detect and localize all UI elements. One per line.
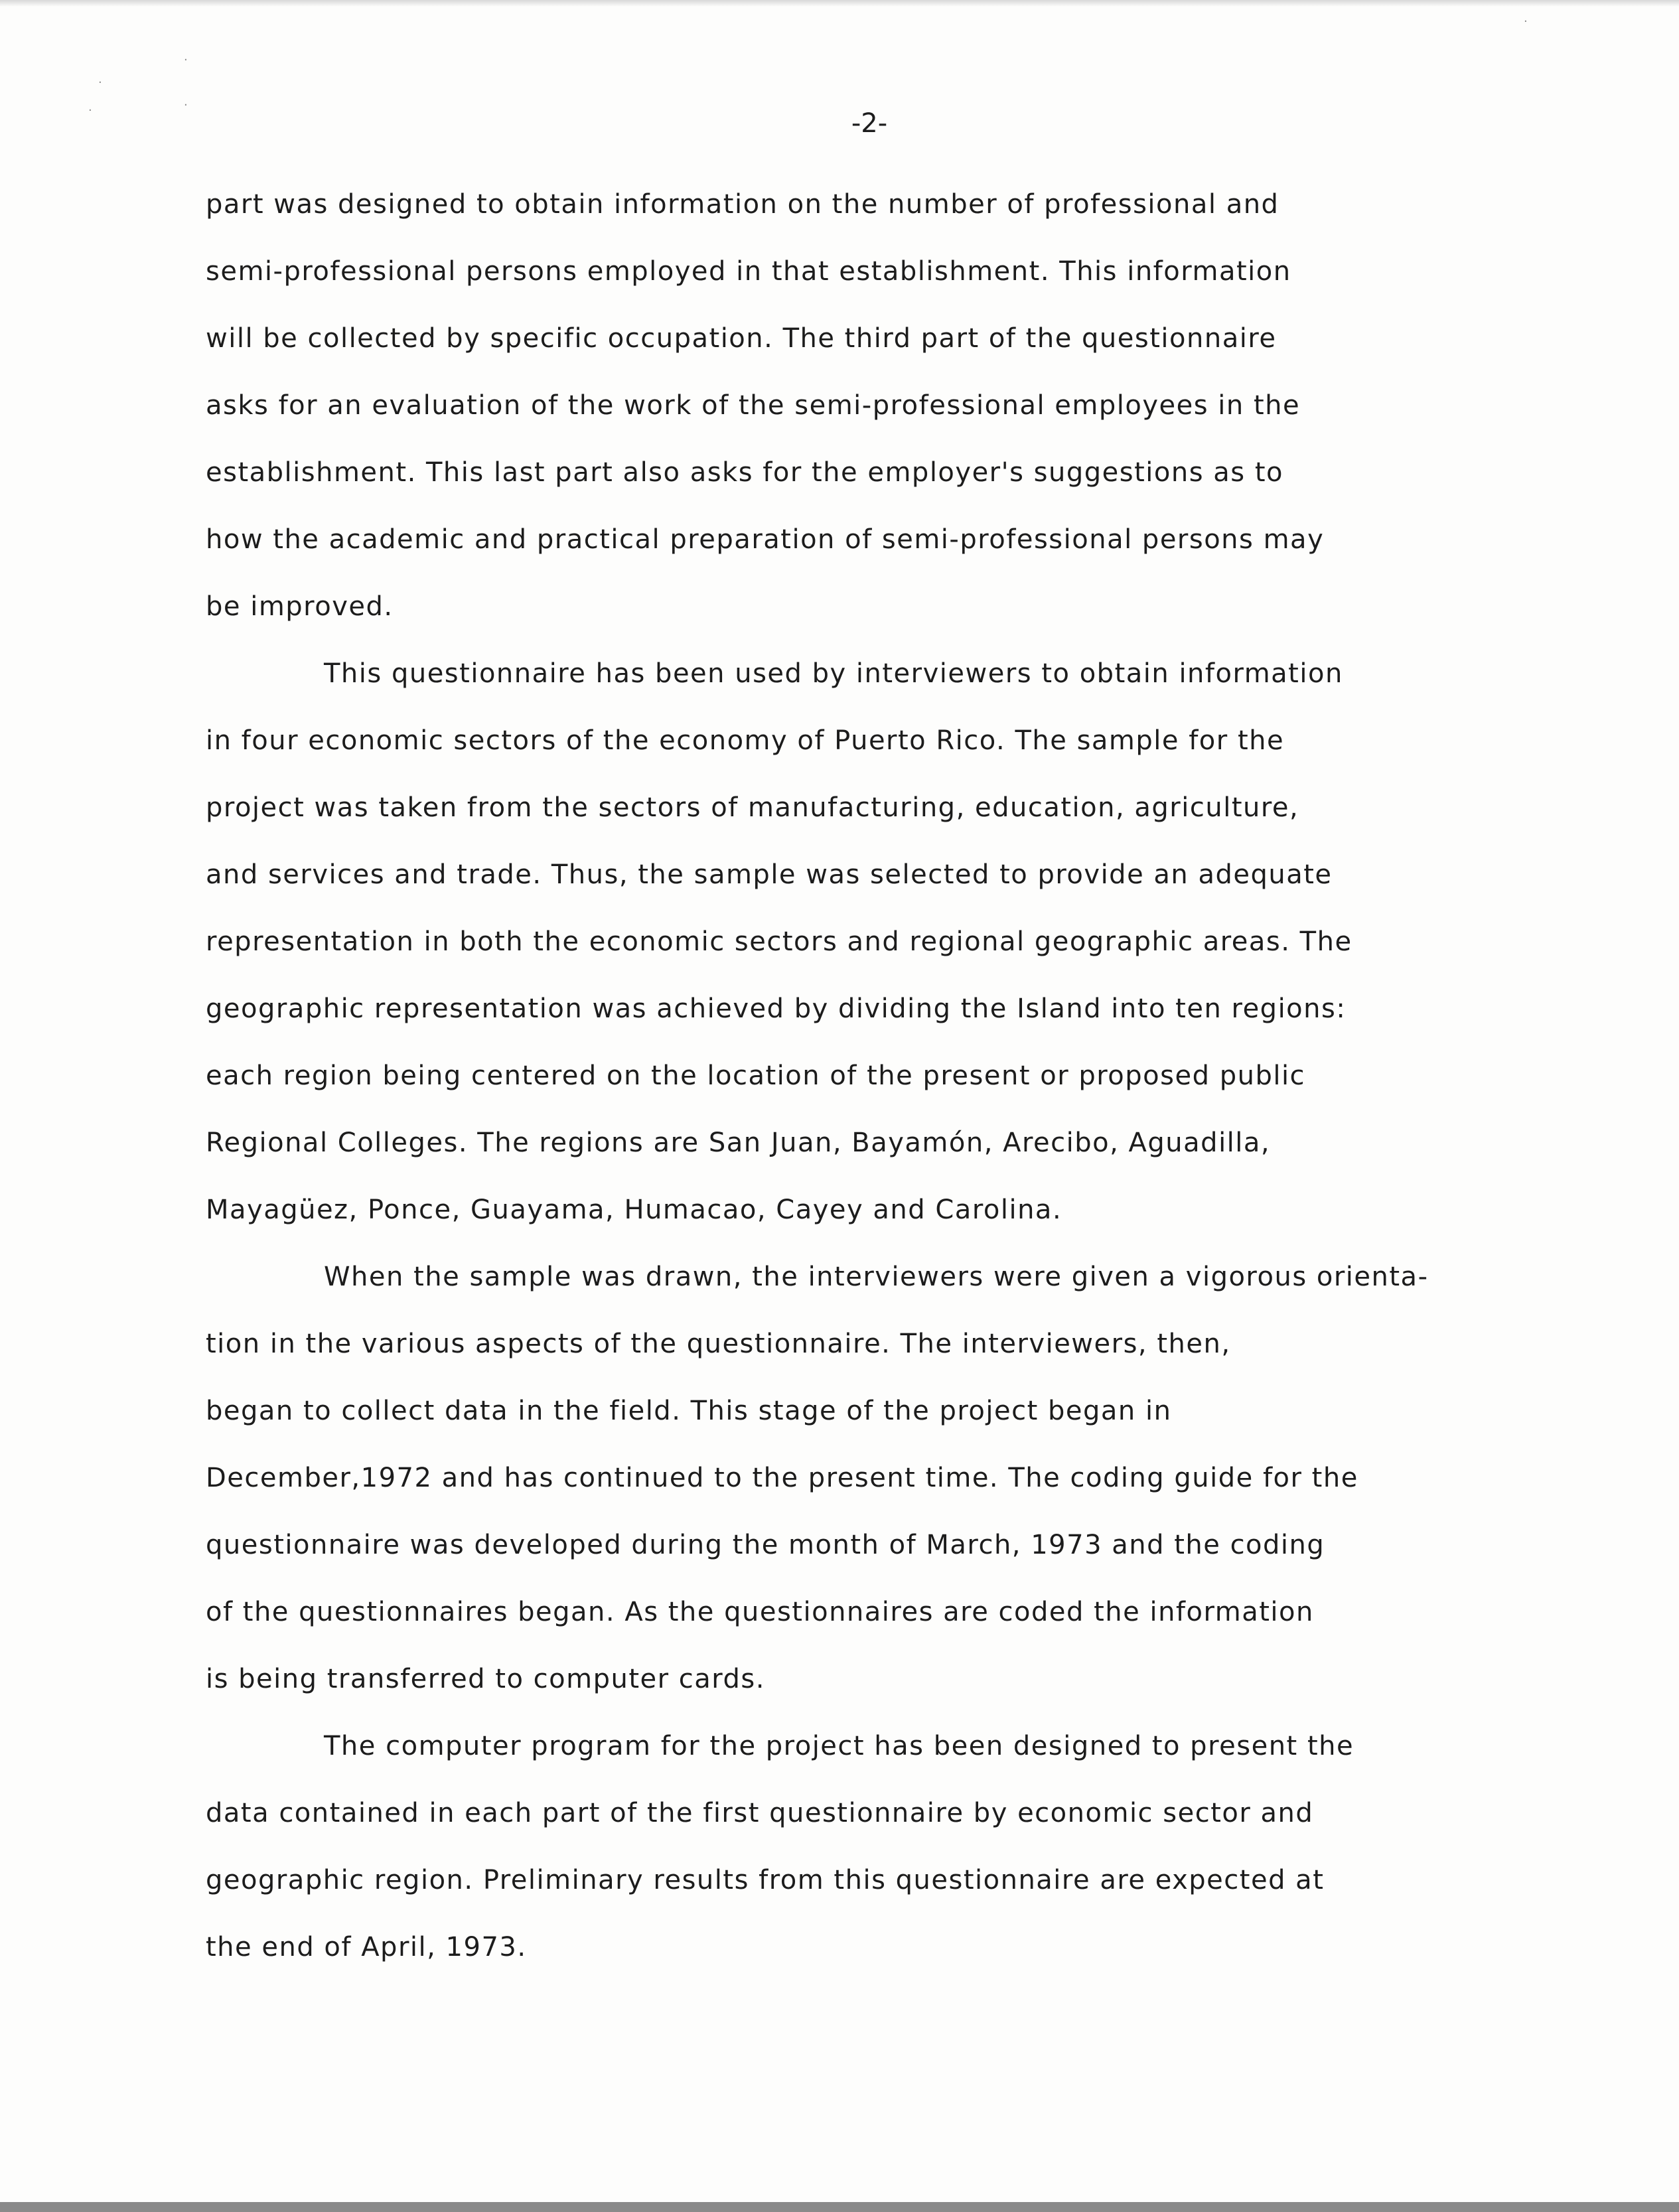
scan-bottom-edge [0, 2202, 1679, 2212]
scan-speck: · [88, 104, 92, 117]
text-line: establishment. This last part also asks for the employer's suggestions as to [206, 457, 1283, 488]
paragraph [206, 171, 1560, 640]
text-line: project was taken from the sectors of manufacturing, education, agriculture, [206, 792, 1299, 823]
paragraph [206, 640, 1560, 1244]
text-line: began to collect data in the field. This stage of the project began in [206, 1396, 1172, 1426]
body-text [206, 171, 1560, 1981]
text-line: data contained in each part of the first questionnaire by economic sector and [206, 1798, 1314, 1828]
scan-speck: · [1524, 15, 1528, 29]
scan-speck: · [98, 76, 102, 90]
text-line: representation in both the economic sectors and regional geographic areas. The [206, 926, 1352, 957]
text-line: geographic representation was achieved by dividing the Island into ten regions: [206, 994, 1347, 1024]
text-line: Regional Colleges. The regions are San Juan, Bayamón, Arecibo, Aguadilla, [206, 1128, 1271, 1158]
text-line: When the sample was drawn, the interviewers were given a vigorous orienta- [324, 1262, 1429, 1292]
text-line: be improved. [206, 591, 394, 622]
text-line: December,1972 and has continued to the present time. The coding guide for the [206, 1463, 1358, 1493]
text-line: asks for an evaluation of the work of the semi-professional employees in the [206, 390, 1301, 421]
text-line: questionnaire was developed during the month of March, 1973 and the coding [206, 1530, 1325, 1560]
page-number: -2- [851, 108, 888, 139]
text-line: This questionnaire has been used by interviewers to obtain information [324, 658, 1343, 689]
scan-speck: · [184, 53, 188, 67]
text-line: of the questionnaires began. As the questionnaires are coded the information [206, 1597, 1314, 1627]
text-line: is being transferred to computer cards. [206, 1664, 765, 1694]
text-line: Mayagüez, Ponce, Guayama, Humacao, Cayey and Carolina. [206, 1195, 1062, 1225]
text-line: how the academic and practical preparation of semi-professional persons may [206, 524, 1325, 555]
text-line: in four economic sectors of the economy of Puerto Rico. The sample for the [206, 725, 1285, 756]
paragraph [206, 1244, 1560, 1713]
text-line: and services and trade. Thus, the sample was selected to provide an adequate [206, 859, 1333, 890]
text-line: The computer program for the project has been designed to present the [324, 1731, 1354, 1761]
text-line: geographic region. Preliminary results from this questionnaire are expected at [206, 1865, 1325, 1895]
text-line: part was designed to obtain information on the number of professional and [206, 189, 1279, 220]
scan-top-edge [0, 0, 1679, 7]
text-line: semi-professional persons employed in that establishment. This information [206, 256, 1291, 287]
text-line: the end of April, 1973. [206, 1932, 527, 1962]
text-line: tion in the various aspects of the questionnaire. The interviewers, then, [206, 1329, 1231, 1359]
text-line: each region being centered on the location of the present or proposed public [206, 1061, 1306, 1091]
scan-speck: · [184, 98, 188, 112]
text-line: will be collected by specific occupation. The third part of the questionnaire [206, 323, 1277, 354]
paragraph [206, 1713, 1560, 1981]
